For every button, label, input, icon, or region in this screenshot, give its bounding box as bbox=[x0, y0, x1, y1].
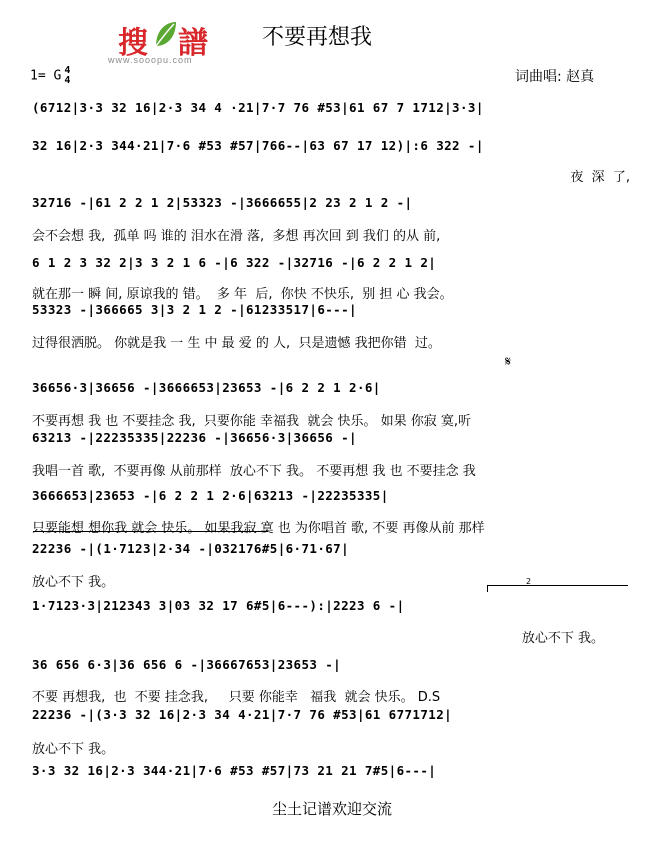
time-denominator: 4 bbox=[64, 75, 71, 86]
lyric-line: 不要再想 我 也 不要挂念 我, 只要你能 幸福我 就会 快乐。 如果 你寂 寞,听 bbox=[32, 414, 471, 429]
notation-line: 22236 -|(3·3 32 16|2·3 34 4·21|7·7 76 #53|61 6771712| bbox=[32, 707, 453, 722]
credits: 词曲唱: 赵真 bbox=[515, 69, 595, 85]
notation-line: 3·3 32 16|2·3 344·21|7·6 #53 #57|73 21 21 7#5|6---| bbox=[32, 763, 437, 778]
song-title: 不要再想我 bbox=[262, 25, 373, 50]
lyric-line: 会不会想 我, 孤单 吗 谁的 泪水在滑 落, 多想 再次回 到 我们 的从 前, bbox=[32, 229, 441, 244]
lyric-line: 夜 深 了, bbox=[570, 170, 630, 185]
footer-note: 尘土记谱欢迎交流 bbox=[271, 800, 392, 818]
time-numerator: 4 bbox=[64, 65, 71, 76]
time-signature bbox=[64, 66, 70, 86]
notation-line: 53323 -|366665 3|3 2 1 2 -|61233517|6---| bbox=[32, 302, 357, 317]
notation-line: 36 656 6·3|36 656 6 -|36667653|23653 -| bbox=[32, 657, 342, 672]
notation-line: 32 16|2·3 344·21|7·6 #53 #57|766--|63 67 17 12)|:6 322 -| bbox=[32, 138, 484, 153]
lyric-line: 只要能想 想你我 就会 快乐。 如果我寂 寞 也 为你唱首 歌, 不要 再像从前 那样 bbox=[32, 521, 485, 536]
notation-line: 36656·3|36656 -|3666653|23653 -|6 2 2 1 2·6| bbox=[32, 380, 381, 395]
key-label: 1= G bbox=[30, 68, 62, 84]
lyric-line: 过得很洒脱。 你就是我 一 生 中 最 爱 的 人, 只是遗憾 我把你错 过。 bbox=[32, 336, 441, 351]
lyric-line: 放心不下 我。 bbox=[521, 631, 604, 646]
notation-line: 1·7123·3|212343 3|03 32 17 6#5|6---):|2223 6 -| bbox=[32, 598, 405, 613]
key-signature bbox=[30, 66, 70, 86]
logo-char-pu: 譜 bbox=[178, 26, 208, 61]
green-leaf-icon bbox=[152, 20, 178, 50]
notation-line: 63213 -|22235335|22236 -|36656·3|36656 -| bbox=[32, 430, 357, 445]
lyric-line: 我唱一首 歌, 不要再像 从前那样 放心不下 我。 不要再想 我 也 不要挂念 我 bbox=[32, 464, 476, 479]
lyric-line: 放心不下 我。 bbox=[32, 742, 115, 757]
notation-line: 32716 -|61 2 2 1 2|53323 -|3666655|2 23 2 1 2 -| bbox=[32, 195, 413, 210]
logo-url: www.sooopu.com bbox=[108, 55, 193, 65]
notation-line: 22236 -|(1·7123|2·34 -|032176#5|6·71·67| bbox=[32, 541, 350, 556]
notation-line: 6 1 2 3 32 2|3 3 2 1 6 -|6 322 -|32716 -|6 2 2 1 2| bbox=[32, 255, 437, 270]
site-logo[interactable] bbox=[108, 18, 228, 68]
lyric-line: 放心不下 我。 bbox=[32, 575, 115, 590]
notation-line: 3666653|23653 -|6 2 2 1 2·6|63213 -|22235335| bbox=[32, 488, 389, 503]
lyric-underline bbox=[33, 531, 268, 532]
notation-line: (6712|3·3 32 16|2·3 34 4 ·21|7·7 76 #53|61 67 7 1712|3·3| bbox=[32, 100, 484, 115]
volta-number: 2 bbox=[526, 577, 532, 586]
lyric-line: 不要 再想我, 也 不要 挂念我, 只要 你能幸 福我 就会 快乐。 D.S bbox=[32, 690, 441, 705]
logo-char-sou: 搜 bbox=[118, 26, 148, 61]
second-ending-bracket bbox=[487, 577, 628, 592]
lyric-line: 就在那一 瞬 间, 原谅我的 错。 多 年 后, 你快 不快乐, 别 担 心 我会。 bbox=[32, 287, 453, 302]
segno-icon: 𝄋 bbox=[505, 354, 512, 370]
